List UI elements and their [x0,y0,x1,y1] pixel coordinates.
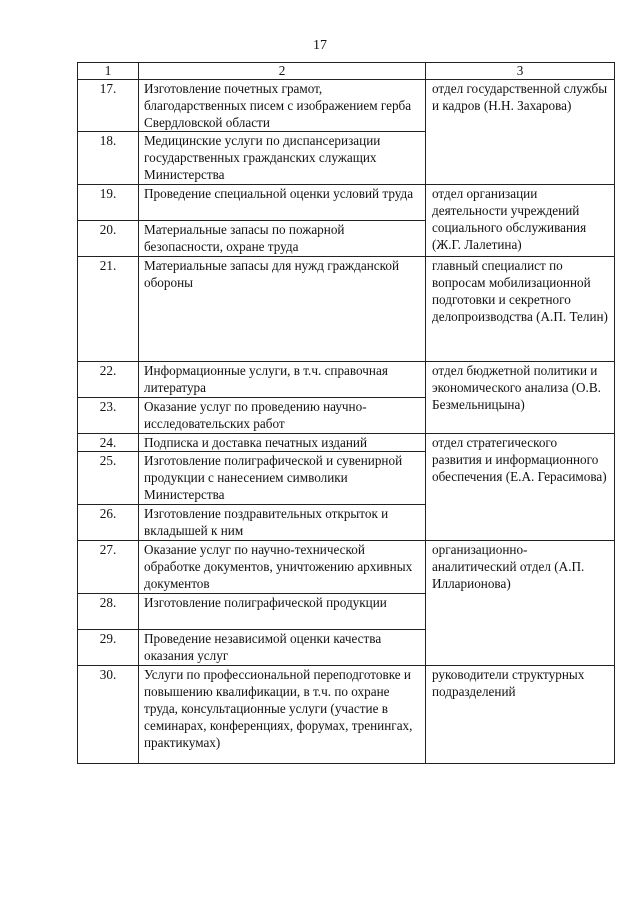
row-number: 18. [78,132,139,185]
table-row [78,666,615,764]
page-number: 17 [313,38,327,53]
row-item: Информационные услуги, в т.ч. справочная литература [139,362,426,398]
row-item: Проведение независимой оценки качества оказания услуг [139,630,426,666]
row-item: Услуги по профессиональной переподготовке и повышению квалификации, в т.ч. по охране труда, консультационные услуги (участие в семинарах, конференциях, форумах, тренингах, практикумах) [139,666,426,764]
row-item: Изготовление полиграфической продукции [139,594,426,630]
row-item: Проведение специальной оценки условий труда [139,185,426,221]
row-responsible: организационно-аналитический отдел (А.П. Илларионова) [426,541,615,666]
row-item: Изготовление полиграфической и сувенирной продукции с нанесением символики Министерства [139,452,426,505]
row-number: 21. [78,257,139,362]
row-item: Медицинские услуги по диспансеризации государственных гражданских служащих Министерства [139,132,426,185]
row-number: 30. [78,666,139,764]
column-header-number: 1 [78,63,139,80]
column-header-responsible: 3 [426,63,615,80]
row-number: 20. [78,221,139,257]
row-responsible: отдел стратегического развития и информационного обеспечения (Е.А. Герасимова) [426,434,615,541]
row-item: Материальные запасы для нужд гражданской обороны [139,257,426,362]
row-number: 27. [78,541,139,594]
row-responsible: отдел организации деятельности учреждений социального обслуживания (Ж.Г. Лалетина) [426,185,615,257]
table-row [78,185,615,221]
table-row [78,362,615,398]
responsibility-table [77,62,615,764]
table-row [78,80,615,132]
row-item: Оказание услуг по научно-технической обработке документов, уничтожению архивных документов [139,541,426,594]
row-number: 28. [78,594,139,630]
row-number: 17. [78,80,139,132]
row-number: 24. [78,434,139,452]
row-number: 22. [78,362,139,398]
table-row [78,434,615,452]
row-item: Изготовление поздравительных открыток и вкладышей к ним [139,505,426,541]
table-header-row [78,63,615,80]
table-row [78,257,615,362]
column-header-item: 2 [139,63,426,80]
row-item: Оказание услуг по проведению научно-исследовательских работ [139,398,426,434]
row-item: Изготовление почетных грамот, благодарственных писем с изображением герба Свердловской области [139,80,426,132]
table-row [78,541,615,594]
row-item: Подписка и доставка печатных изданий [139,434,426,452]
row-responsible: руководители структурных подразделений [426,666,615,764]
row-item: Материальные запасы по пожарной безопасности, охране труда [139,221,426,257]
row-responsible: отдел бюджетной политики и экономического анализа (О.В. Безмельницына) [426,362,615,434]
row-number: 29. [78,630,139,666]
row-number: 19. [78,185,139,221]
row-responsible: отдел государственной службы и кадров (Н.Н. Захарова) [426,80,615,185]
row-number: 26. [78,505,139,541]
row-number: 25. [78,452,139,505]
row-responsible: главный специалист по вопросам мобилизационной подготовки и секретного делопроизводства (А.П. Телин) [426,257,615,362]
row-number: 23. [78,398,139,434]
